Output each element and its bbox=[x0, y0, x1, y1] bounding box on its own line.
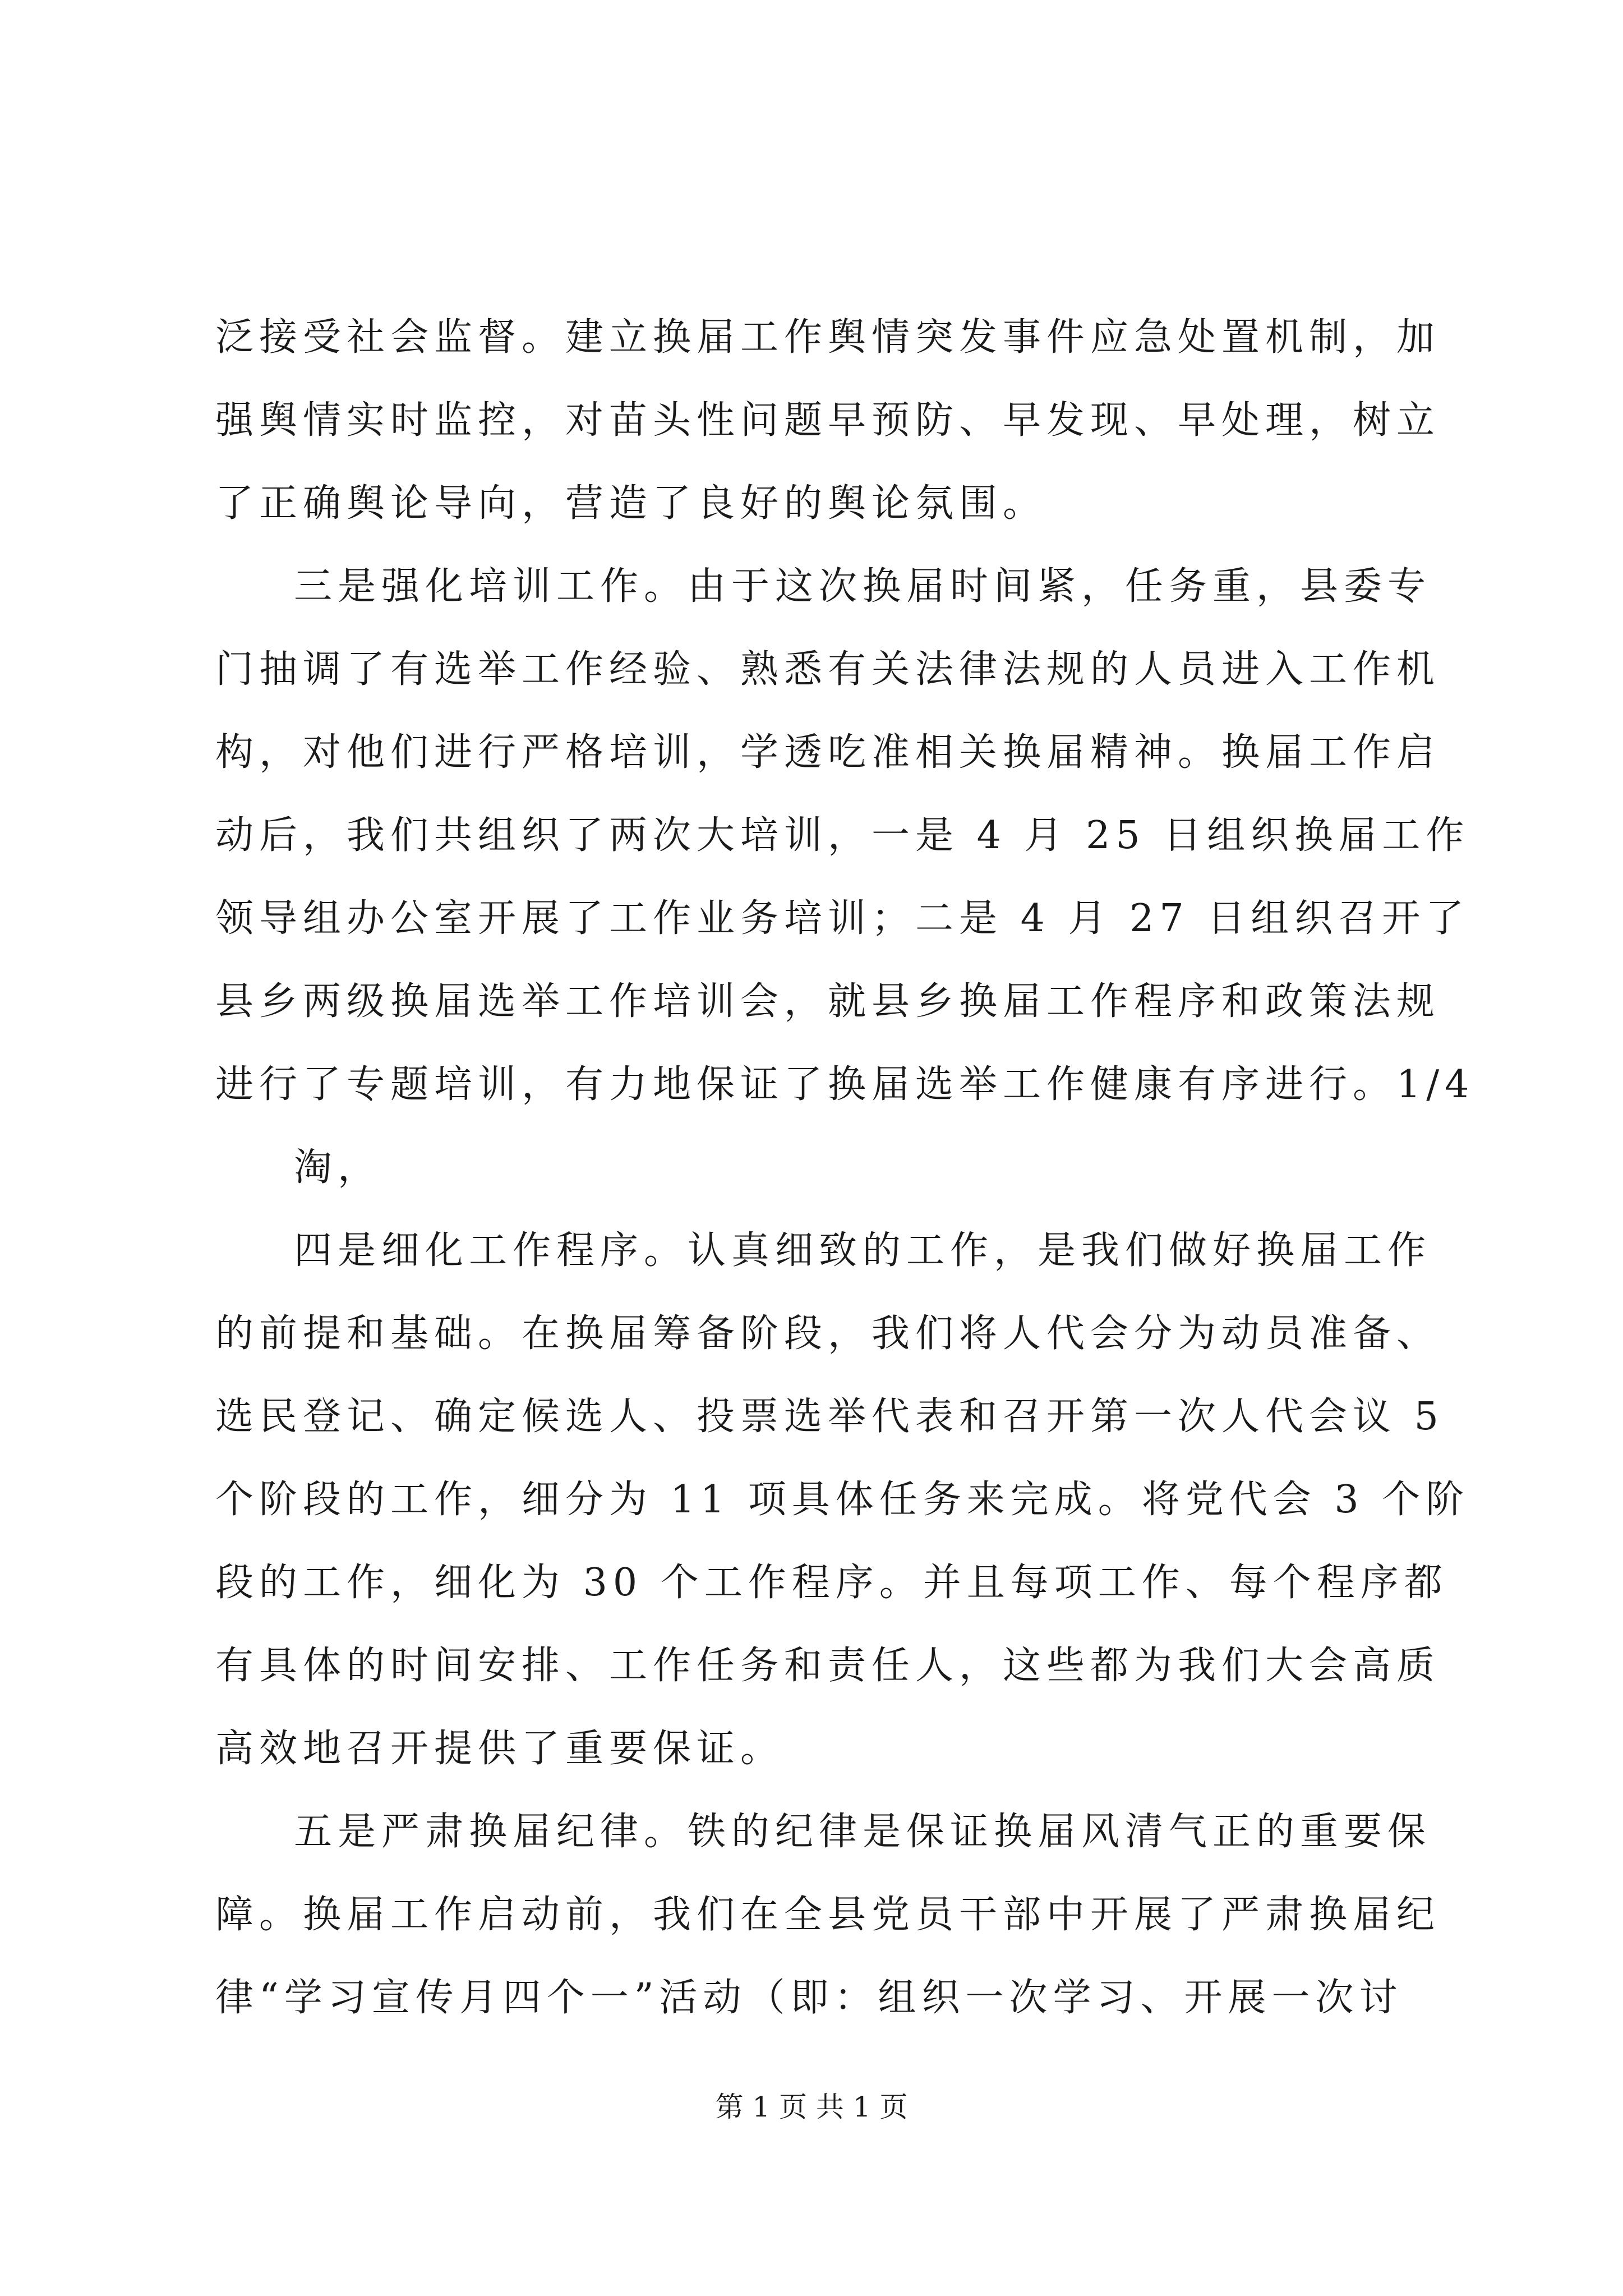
text-line: 个阶段的工作，细分为 11 项具体任务来完成。将党代会 3 个阶 bbox=[215, 1478, 1470, 1522]
text-line: 构，对他们进行严格培训，学透吃准相关换届精神。换届工作启 bbox=[215, 730, 1441, 775]
text-line: 选民登记、确定候选人、投票选举代表和召开第一次人代会议 5 bbox=[215, 1395, 1444, 1439]
text-line: 高效地召开提供了重要保证。 bbox=[215, 1727, 785, 1771]
paragraph-start-line: 五是严肃换届纪律。铁的纪律是保证换届风清气正的重要保 bbox=[294, 1810, 1432, 1854]
page-number-footer: 第 1 页 共 1 页 bbox=[715, 2091, 908, 2123]
text-line: 动后，我们共组织了两次大培训，一是 4 月 25 日组织换届工作 bbox=[215, 813, 1470, 858]
text-line: 县乡两级换届选举工作培训会，就县乡换届工作程序和政策法规 bbox=[215, 979, 1441, 1024]
text-line: 有具体的时间安排、工作任务和责任人，这些都为我们大会高质 bbox=[215, 1644, 1441, 1688]
text-line: 门抽调了有选举工作经验、熟悉有关法律法规的人员进入工作机 bbox=[215, 647, 1441, 692]
text-line: 泛接受社会监督。建立换届工作舆情突发事件应急处置机制，加 bbox=[215, 315, 1441, 360]
stray-text-line: 淘， bbox=[294, 1145, 382, 1190]
text-line: 了正确舆论导向，营造了良好的舆论氛围。 bbox=[215, 481, 1047, 526]
paragraph-start-line: 三是强化培训工作。由于这次换届时间紧，任务重，县委专 bbox=[294, 564, 1432, 609]
text-line: 段的工作，细化为 30 个工作程序。并且每项工作、每个程序都 bbox=[215, 1561, 1448, 1605]
text-line: 的前提和基础。在换届筹备阶段，我们将人代会分为动员准备、 bbox=[215, 1312, 1441, 1356]
text-line: 领导组办公室开展了工作业务培训；二是 4 月 27 日组织召开了 bbox=[215, 896, 1470, 941]
text-line: 进行了专题培训，有力地保证了换届选举工作健康有序进行。1/4 bbox=[215, 1062, 1475, 1107]
text-line: 强舆情实时监控，对苗头性问题早预防、早发现、早处理，树立 bbox=[215, 398, 1441, 443]
text-line: 律“学习宣传月四个一”活动（即：组织一次学习、开展一次讨 bbox=[215, 1976, 1403, 2020]
text-line: 障。换届工作启动前，我们在全县党员干部中开展了严肃换届纪 bbox=[215, 1893, 1441, 1937]
paragraph-start-line: 四是细化工作程序。认真细致的工作，是我们做好换届工作 bbox=[294, 1228, 1432, 1273]
